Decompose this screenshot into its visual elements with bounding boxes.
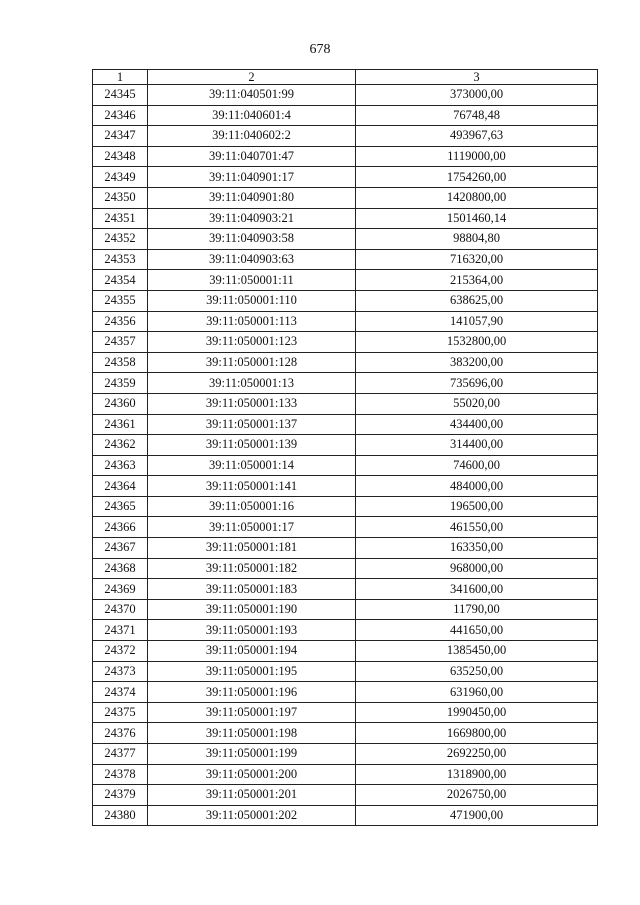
row-number-cell: 24375 <box>93 702 148 723</box>
table-row <box>93 764 598 785</box>
value-cell: 76748,48 <box>356 105 598 126</box>
value-cell: 1318900,00 <box>356 764 598 785</box>
column-header-2: 2 <box>148 70 356 85</box>
value-cell: 163350,00 <box>356 538 598 559</box>
value-cell: 2026750,00 <box>356 785 598 806</box>
row-number-cell: 24380 <box>93 805 148 826</box>
table-row <box>93 332 598 353</box>
cadastral-number-cell: 39:11:040903:58 <box>148 229 356 250</box>
value-cell: 1532800,00 <box>356 332 598 353</box>
table-row <box>93 146 598 167</box>
row-number-cell: 24374 <box>93 682 148 703</box>
cadastral-number-cell: 39:11:050001:16 <box>148 496 356 517</box>
cadastral-number-cell: 39:11:050001:198 <box>148 723 356 744</box>
cadastral-number-cell: 39:11:050001:123 <box>148 332 356 353</box>
cadastral-number-cell: 39:11:050001:193 <box>148 620 356 641</box>
row-number-cell: 24364 <box>93 476 148 497</box>
row-number-cell: 24348 <box>93 146 148 167</box>
value-cell: 638625,00 <box>356 290 598 311</box>
table-row <box>93 229 598 250</box>
registry-table <box>92 69 598 826</box>
cadastral-number-cell: 39:11:040901:17 <box>148 167 356 188</box>
cadastral-number-cell: 39:11:040903:21 <box>148 208 356 229</box>
page-number: 678 <box>309 42 331 57</box>
cadastral-number-cell: 39:11:050001:199 <box>148 744 356 765</box>
cadastral-number-cell: 39:11:050001:133 <box>148 393 356 414</box>
table-body <box>93 70 598 826</box>
table-header-row <box>93 70 598 85</box>
cadastral-number-cell: 39:11:050001:14 <box>148 455 356 476</box>
table-row <box>93 599 598 620</box>
value-cell: 196500,00 <box>356 496 598 517</box>
row-number-cell: 24355 <box>93 290 148 311</box>
cadastral-number-cell: 39:11:040501:99 <box>148 85 356 106</box>
row-number-cell: 24352 <box>93 229 148 250</box>
value-cell: 1385450,00 <box>356 641 598 662</box>
cadastral-number-cell: 39:11:050001:197 <box>148 702 356 723</box>
value-cell: 1119000,00 <box>356 146 598 167</box>
row-number-cell: 24346 <box>93 105 148 126</box>
value-cell: 373000,00 <box>356 85 598 106</box>
table-row <box>93 723 598 744</box>
value-cell: 635250,00 <box>356 661 598 682</box>
cadastral-number-cell: 39:11:040903:63 <box>148 249 356 270</box>
value-cell: 484000,00 <box>356 476 598 497</box>
cadastral-number-cell: 39:11:050001:17 <box>148 517 356 538</box>
row-number-cell: 24350 <box>93 187 148 208</box>
row-number-cell: 24358 <box>93 352 148 373</box>
cadastral-number-cell: 39:11:050001:11 <box>148 270 356 291</box>
table-row <box>93 538 598 559</box>
column-header-1: 1 <box>93 70 148 85</box>
value-cell: 471900,00 <box>356 805 598 826</box>
row-number-cell: 24345 <box>93 85 148 106</box>
row-number-cell: 24368 <box>93 558 148 579</box>
table-row <box>93 641 598 662</box>
row-number-cell: 24379 <box>93 785 148 806</box>
table-row <box>93 702 598 723</box>
table-row <box>93 85 598 106</box>
table-row <box>93 249 598 270</box>
table-row <box>93 805 598 826</box>
row-number-cell: 24371 <box>93 620 148 641</box>
cadastral-number-cell: 39:11:050001:181 <box>148 538 356 559</box>
value-cell: 74600,00 <box>356 455 598 476</box>
value-cell: 434400,00 <box>356 414 598 435</box>
cadastral-number-cell: 39:11:040601:4 <box>148 105 356 126</box>
cadastral-number-cell: 39:11:050001:141 <box>148 476 356 497</box>
table-row <box>93 105 598 126</box>
cadastral-number-cell: 39:11:050001:195 <box>148 661 356 682</box>
value-cell: 383200,00 <box>356 352 598 373</box>
column-header-3: 3 <box>356 70 598 85</box>
table-row <box>93 270 598 291</box>
table-row <box>93 393 598 414</box>
row-number-cell: 24376 <box>93 723 148 744</box>
value-cell: 1754260,00 <box>356 167 598 188</box>
table-row <box>93 496 598 517</box>
row-number-cell: 24378 <box>93 764 148 785</box>
cadastral-number-cell: 39:11:040901:80 <box>148 187 356 208</box>
value-cell: 968000,00 <box>356 558 598 579</box>
row-number-cell: 24372 <box>93 641 148 662</box>
cadastral-number-cell: 39:11:050001:113 <box>148 311 356 332</box>
value-cell: 341600,00 <box>356 579 598 600</box>
row-number-cell: 24356 <box>93 311 148 332</box>
table-row <box>93 167 598 188</box>
row-number-cell: 24347 <box>93 126 148 147</box>
cadastral-number-cell: 39:11:050001:182 <box>148 558 356 579</box>
cadastral-number-cell: 39:11:050001:110 <box>148 290 356 311</box>
value-cell: 461550,00 <box>356 517 598 538</box>
row-number-cell: 24359 <box>93 373 148 394</box>
value-cell: 735696,00 <box>356 373 598 394</box>
row-number-cell: 24369 <box>93 579 148 600</box>
value-cell: 1990450,00 <box>356 702 598 723</box>
value-cell: 215364,00 <box>356 270 598 291</box>
table-row <box>93 517 598 538</box>
table-row <box>93 579 598 600</box>
table-row <box>93 744 598 765</box>
cadastral-number-cell: 39:11:050001:183 <box>148 579 356 600</box>
row-number-cell: 24362 <box>93 435 148 456</box>
table-row <box>93 414 598 435</box>
value-cell: 141057,90 <box>356 311 598 332</box>
row-number-cell: 24373 <box>93 661 148 682</box>
row-number-cell: 24361 <box>93 414 148 435</box>
value-cell: 631960,00 <box>356 682 598 703</box>
value-cell: 2692250,00 <box>356 744 598 765</box>
row-number-cell: 24351 <box>93 208 148 229</box>
table-row <box>93 558 598 579</box>
table-row <box>93 126 598 147</box>
row-number-cell: 24370 <box>93 599 148 620</box>
table-row <box>93 682 598 703</box>
cadastral-number-cell: 39:11:040701:47 <box>148 146 356 167</box>
table-row <box>93 476 598 497</box>
value-cell: 716320,00 <box>356 249 598 270</box>
table-row <box>93 373 598 394</box>
row-number-cell: 24365 <box>93 496 148 517</box>
cadastral-number-cell: 39:11:050001:201 <box>148 785 356 806</box>
row-number-cell: 24360 <box>93 393 148 414</box>
table-row <box>93 208 598 229</box>
cadastral-number-cell: 39:11:050001:139 <box>148 435 356 456</box>
value-cell: 1420800,00 <box>356 187 598 208</box>
value-cell: 98804,80 <box>356 229 598 250</box>
cadastral-number-cell: 39:11:050001:200 <box>148 764 356 785</box>
row-number-cell: 24366 <box>93 517 148 538</box>
row-number-cell: 24353 <box>93 249 148 270</box>
row-number-cell: 24349 <box>93 167 148 188</box>
table-row <box>93 620 598 641</box>
row-number-cell: 24357 <box>93 332 148 353</box>
cadastral-number-cell: 39:11:040602:2 <box>148 126 356 147</box>
value-cell: 441650,00 <box>356 620 598 641</box>
table-row <box>93 311 598 332</box>
value-cell: 493967,63 <box>356 126 598 147</box>
cadastral-number-cell: 39:11:050001:190 <box>148 599 356 620</box>
value-cell: 1501460,14 <box>356 208 598 229</box>
value-cell: 55020,00 <box>356 393 598 414</box>
value-cell: 314400,00 <box>356 435 598 456</box>
table-row <box>93 455 598 476</box>
table-row <box>93 435 598 456</box>
value-cell: 11790,00 <box>356 599 598 620</box>
row-number-cell: 24354 <box>93 270 148 291</box>
table-row <box>93 187 598 208</box>
row-number-cell: 24367 <box>93 538 148 559</box>
cadastral-number-cell: 39:11:050001:13 <box>148 373 356 394</box>
cadastral-number-cell: 39:11:050001:128 <box>148 352 356 373</box>
value-cell: 1669800,00 <box>356 723 598 744</box>
table-row <box>93 661 598 682</box>
table-row <box>93 352 598 373</box>
cadastral-number-cell: 39:11:050001:137 <box>148 414 356 435</box>
cadastral-number-cell: 39:11:050001:202 <box>148 805 356 826</box>
cadastral-number-cell: 39:11:050001:196 <box>148 682 356 703</box>
cadastral-number-cell: 39:11:050001:194 <box>148 641 356 662</box>
table-row <box>93 290 598 311</box>
table-row <box>93 785 598 806</box>
row-number-cell: 24377 <box>93 744 148 765</box>
row-number-cell: 24363 <box>93 455 148 476</box>
